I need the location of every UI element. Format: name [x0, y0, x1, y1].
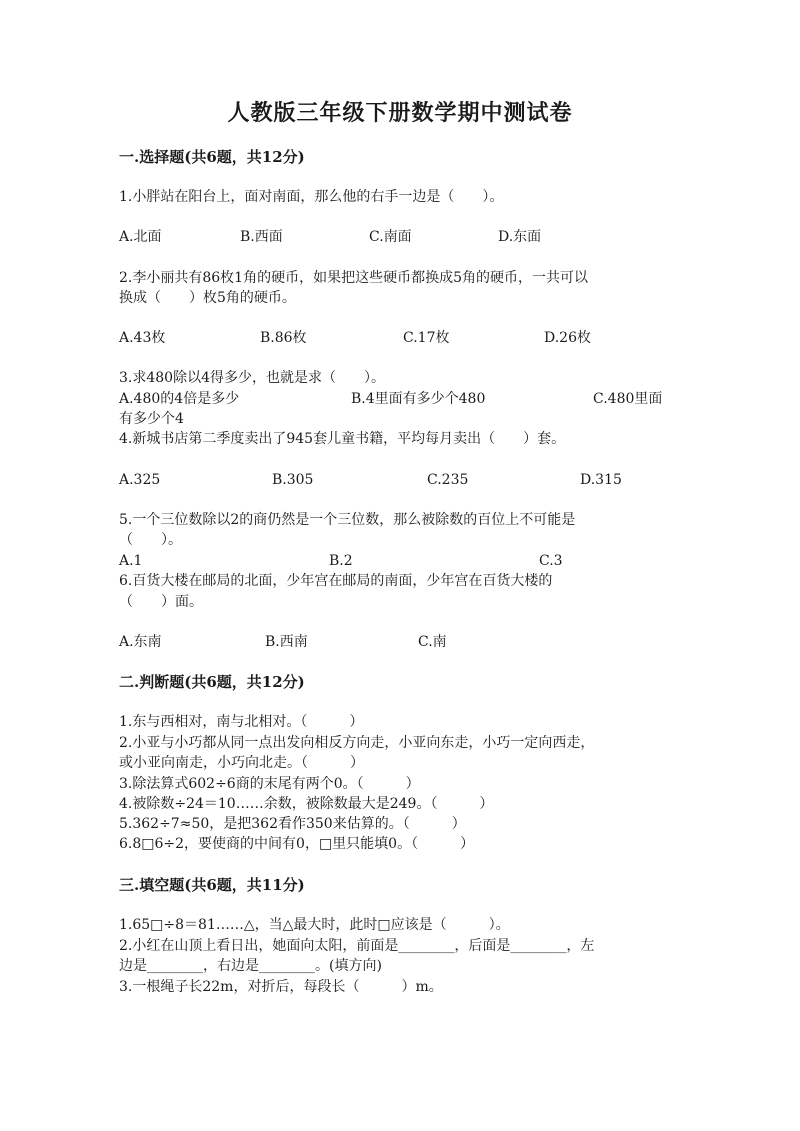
- option-d: D.东面: [498, 229, 542, 245]
- option-c: C.235: [427, 472, 469, 488]
- option-c: C.南面: [369, 229, 412, 245]
- option-a: A.北面: [119, 229, 162, 245]
- question-text: 4.新城书店第二季度卖出了945套儿童书籍，平均每月卖出（ ）套。: [119, 431, 566, 447]
- option-b: B.西面: [240, 229, 283, 245]
- option-b: B.4里面有多少个480: [351, 391, 486, 407]
- option-b: B.86枚: [260, 330, 307, 346]
- statement-text: 或小亚向南走，小巧向北走。（ ）: [119, 755, 364, 771]
- fill-in-text: 3.一根绳子长22m，对折后，每段长（ ）m。: [119, 979, 443, 995]
- section-heading-choice: 一.选择题(共6题，共12分): [119, 148, 305, 166]
- option-c: C.17枚: [403, 330, 450, 346]
- question-text: 6.百货大楼在邮局的北面，少年宫在邮局的南面，少年宫在百货大楼的: [119, 573, 553, 589]
- statement-text: 5.362÷7≈50，是把362看作350来估算的。（ ）: [119, 816, 466, 832]
- option-a: A.325: [119, 472, 161, 488]
- statement-text: 3.除法算式602÷6商的末尾有两个0。（ ）: [119, 776, 420, 792]
- option-a: A.43枚: [119, 330, 166, 346]
- option-a: A.480的4倍是多少: [119, 391, 240, 407]
- question-text: 3.求480除以4得多少，也就是求（ ）。: [119, 370, 385, 386]
- fill-in-text: 1.65□÷8＝81……△，当△最大时，此时□应该是（ ）。: [119, 917, 510, 933]
- statement-text: 4.被除数÷24＝10……余数，被除数最大是249。（ ）: [119, 796, 494, 812]
- question-text: 换成（ ）枚5角的硬币。: [119, 290, 296, 306]
- option-b: B.2: [329, 553, 353, 569]
- option-c: C.3: [539, 553, 563, 569]
- option-d: D.315: [580, 472, 622, 488]
- option-b: B.305: [272, 472, 314, 488]
- section-heading-judgement: 二.判断题(共6题，共12分): [119, 673, 305, 691]
- page-title: 人教版三年级下册数学期中测试卷: [227, 100, 573, 126]
- question-text: 1.小胖站在阳台上，面对南面，那么他的右手一边是（ ）。: [119, 189, 504, 205]
- fill-in-text: 边是________，右边是________。(填方向): [119, 958, 382, 974]
- fill-in-text: 2.小红在山顶上看日出，她面向太阳，前面是________，后面是________，左: [119, 938, 595, 954]
- question-text: （ ）面。: [119, 594, 203, 610]
- option-a: A.1: [119, 553, 143, 569]
- option-c: C.南: [418, 634, 447, 650]
- option-c-continued: 有多少个4: [119, 411, 184, 427]
- section-heading-fill-in: 三.填空题(共6题，共11分): [119, 876, 305, 894]
- option-a: A.东南: [119, 634, 162, 650]
- option-b: B.西南: [265, 634, 308, 650]
- question-text: （ ）。: [119, 532, 182, 548]
- statement-text: 1.东与西相对，南与北相对。（ ）: [119, 714, 364, 730]
- question-text: 2.李小丽共有86枚1角的硬币，如果把这些硬币都换成5角的硬币，一共可以: [119, 270, 588, 286]
- option-c: C.480里面: [593, 391, 663, 407]
- question-text: 5.一个三位数除以2的商仍然是一个三位数，那么被除数的百位上不可能是: [119, 512, 576, 528]
- statement-text: 2.小亚与小巧都从同一点出发向相反方向走，小亚向东走，小巧一定向西走，: [119, 735, 595, 751]
- statement-text: 6.8□6÷2，要使商的中间有0，□里只能填0。（ ）: [119, 836, 475, 852]
- option-d: D.26枚: [544, 330, 591, 346]
